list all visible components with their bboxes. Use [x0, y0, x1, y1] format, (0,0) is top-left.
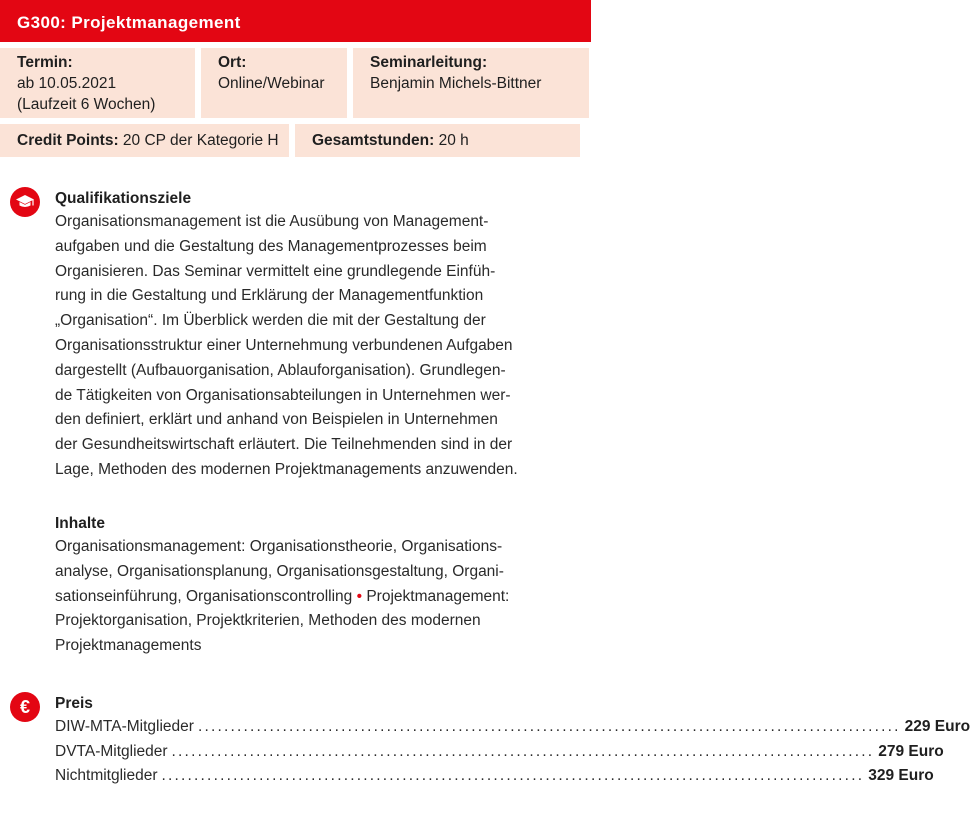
termin-duration: (Laufzeit 6 Wochen): [17, 96, 156, 113]
text-line: Organisieren. Das Seminar vermittelt eine grundlegende Einfüh-: [55, 262, 496, 280]
text-fragment: Projektmanagement:: [366, 587, 510, 605]
text-line: rung in die Gestaltung und Erklärung der Managementfunktion: [55, 287, 484, 305]
dot-leader: ............................................................................................................: [197, 718, 901, 735]
price-category: DVTA-Mitglieder: [55, 742, 168, 760]
text-line: Organisationsstruktur einer Unternehmung verbundenen Aufgaben: [55, 336, 513, 354]
text-line: „Organisation“. Im Überblick werden die mit der Gestaltung der: [55, 312, 486, 330]
bullet-separator: •: [356, 587, 363, 605]
ort-cell: [201, 48, 347, 118]
graduation-cap-icon: [10, 187, 40, 217]
preis-heading: Preis: [55, 695, 93, 712]
price-row: [55, 740, 944, 765]
qualifikationsziele-section: [55, 189, 575, 483]
text-line: [55, 585, 575, 610]
termin-label: Termin:: [17, 54, 73, 71]
gesamtstunden-label: Gesamtstunden:: [312, 132, 435, 149]
price-amount: 279 Euro: [878, 742, 944, 760]
qualifikationsziele-heading: Qualifikationsziele: [55, 190, 192, 207]
seminarleitung-value: Benjamin Michels-Bittner: [370, 75, 542, 92]
qualifikationsziele-text: [55, 210, 575, 483]
preis-section: [55, 694, 970, 789]
inhalte-section: [55, 514, 575, 659]
gesamtstunden-value: 20 h: [434, 132, 469, 149]
ort-value: Online/Webinar: [218, 75, 325, 92]
text-line: Organisationsmanagement ist die Ausübung von Management-: [55, 213, 489, 230]
text-line: Lage, Methoden des modernen Projektmanagements anzuwenden.: [55, 460, 518, 478]
price-row: [55, 764, 934, 789]
text-line: aufgaben und die Gestaltung des Managementprozesses beim: [55, 237, 487, 255]
text-fragment: sationseinführung, Organisationscontrolling: [55, 587, 353, 605]
credit-points-value: 20 CP der Kategorie H: [118, 132, 279, 149]
text-line: de Tätigkeiten von Organisationsabteilungen in Unternehmen wer-: [55, 386, 511, 404]
course-credits-row: [0, 124, 580, 157]
course-title: G300: Projektmanagement: [17, 13, 241, 32]
ort-label: Ort:: [218, 54, 247, 71]
inhalte-heading: Inhalte: [55, 515, 105, 532]
euro-icon: [10, 692, 40, 722]
text-line: Organisationsmanagement: Organisationstheorie, Organisations-: [55, 538, 503, 555]
termin-date: ab 10.05.2021: [17, 75, 117, 92]
text-line: Projektmanagements: [55, 637, 202, 655]
inhalte-text: [55, 535, 575, 659]
credit-points-cell: [0, 124, 289, 157]
seminarleitung-label: Seminarleitung:: [370, 54, 488, 71]
credit-points-label: Credit Points:: [17, 132, 119, 149]
termin-cell: [0, 48, 195, 118]
dot-leader: ............................................................................................................: [161, 767, 865, 784]
dot-leader: ............................................................................................................: [171, 742, 875, 760]
price-amount: 329 Euro: [868, 767, 934, 784]
text-line: dargestellt (Aufbauorganisation, Ablauforganisation). Grundlegen-: [55, 361, 506, 379]
seminarleitung-cell: [353, 48, 589, 118]
course-title-bar: [0, 0, 591, 42]
course-info-row: [0, 48, 589, 118]
text-line: den definiert, erklärt und anhand von Beispielen in Unternehmen: [55, 411, 498, 429]
price-row: [55, 715, 970, 740]
euro-glyph: €: [19, 696, 30, 717]
price-category: DIW-MTA-Mitglieder: [55, 718, 194, 735]
price-category: Nichtmitglieder: [55, 767, 158, 784]
gesamtstunden-cell: [295, 124, 580, 157]
text-line: analyse, Organisationsplanung, Organisationsgestaltung, Organi-: [55, 562, 504, 580]
text-line: Projektorganisation, Projektkriterien, Methoden des modernen: [55, 612, 481, 630]
price-amount: 229 Euro: [904, 718, 970, 735]
text-line: der Gesundheitswirtschaft erläutert. Die Teilnehmenden sind in der: [55, 436, 513, 454]
